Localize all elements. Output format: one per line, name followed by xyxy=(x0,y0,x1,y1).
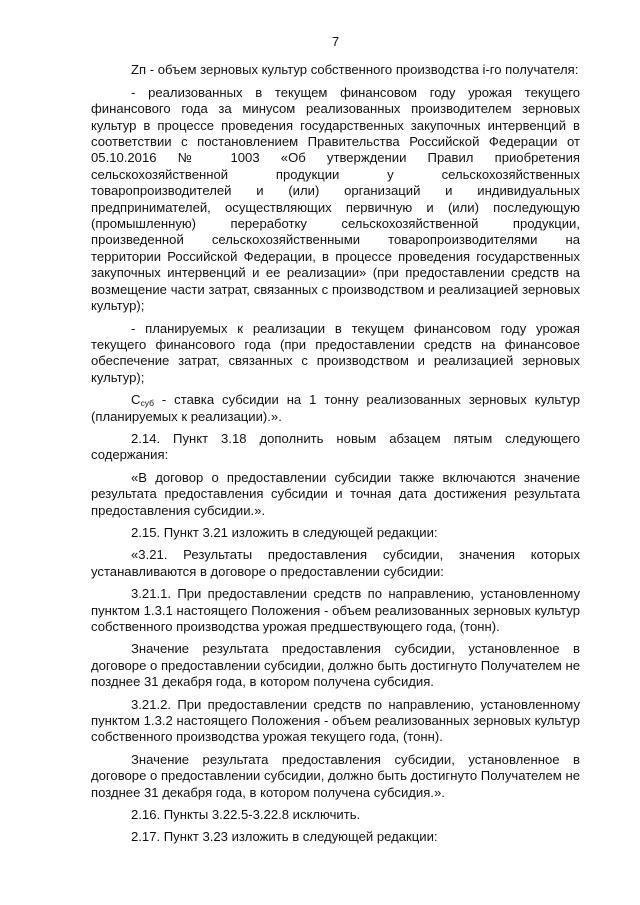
subsidy-rate-subscript: суб xyxy=(140,398,154,409)
paragraph-2-16: 2.16. Пункты 3.22.5-3.22.8 исключить. xyxy=(131,807,361,823)
paragraph-realized-crops: - реализованных в текущем финансовом году урожая текущего финансового года за минусом реализованных производителем зерновых культур в процессе проведения государственных закупочных интервенций в соответствии с постановлением Правительства Российской Федерации от 05.10.2016 № 1003 «Об утверждении Правил приобретения сельскохозяйственной продукции у сельскохозяйственных товаропроизводителей и (или) организаций и индивидуальных предпринимателей, осуществляющих первичную и (или) последующую (промышленную) переработку сельскохозяйственной продукции, произведенной сельскохозяйственными товаропроизводителями на территории Российской Федерации, в процессе проведения государственных закупочных интервенций и ее реализации» (при предоставлении средств на возмещение части затрат, связанных с производством и реализацией зерновых культур); xyxy=(91,84,580,314)
subsidy-rate-symbol: С xyxy=(131,392,141,408)
paragraph-result-value-1: Значение результата предоставления субсидии, установленное в договоре о предоставлении субсидии, должно быть достигнуто Получателем не позднее 31 декабря года, в котором получена субсидия. xyxy=(91,641,580,690)
subsidy-rate-text: - ставка субсидии на 1 тонну реализованных зерновых культур (планируемых к реализации).». xyxy=(91,392,580,424)
paragraph-subsidy-rate xyxy=(91,392,580,425)
page-number: 7 xyxy=(331,34,340,49)
paragraph-3-21-1: 3.21.1. При предоставлении средств по направлению, установленному пунктом 1.3.1 настоящего Положения - объем реализованных зерновых культур собственного производства урожая предшествующего года, (тонн). xyxy=(91,586,580,634)
paragraph-3-21: «3.21. Результаты предоставления субсидии, значения которых устанавливаются в договоре о предоставлении субсидии: xyxy=(91,547,580,579)
paragraph-zp-definition: Zп - объем зерновых культур собственного производства i-го получателя: xyxy=(131,62,579,78)
paragraph-2-14: 2.14. Пункт 3.18 дополнить новым абзацем пятым следующего содержания: xyxy=(91,430,580,463)
paragraph-result-value-2: Значение результата предоставления субсидии, установленное в договоре о предоставлении субсидии, должно быть достигнуто Получателем не позднее 31 декабря года, в котором получена субсидия.». xyxy=(91,751,580,800)
paragraph-planned-crops: - планируемых к реализации в текущем финансовом году урожая текущего финансового года (при предоставлении средств на финансовое обеспечение затрат, связанных с производством и реализацией зерновых культур); xyxy=(91,320,580,385)
paragraph-2-15: 2.15. Пункт 3.21 изложить в следующей редакции: xyxy=(131,524,438,540)
paragraph-contract-inclusion: «В договор о предоставлении субсидии также включаются значение результата предоставления субсидии и точная дата достижения результата предоставления субсидии.». xyxy=(91,469,580,518)
paragraph-3-21-2: 3.21.2. При предоставлении средств по направлению, установленному пунктом 1.3.2 настоящего Положения - объем реализованных зерновых культур собственного производства урожая текущего года, (тонн). xyxy=(91,696,580,745)
paragraph-2-17: 2.17. Пункт 3.23 изложить в следующей редакции: xyxy=(131,829,438,845)
